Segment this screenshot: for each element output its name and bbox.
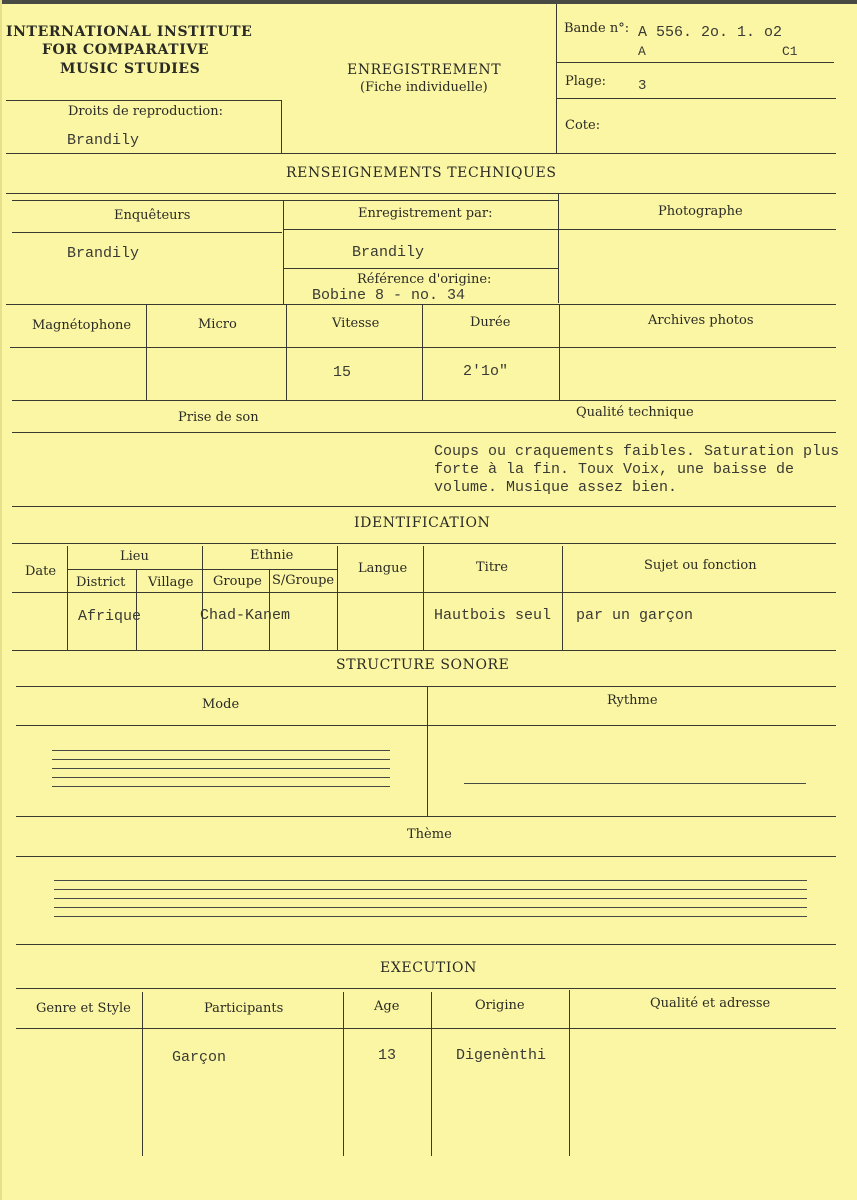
theme-staff-line — [54, 907, 807, 908]
ethnic-label: Ethnie — [250, 548, 294, 563]
quality-label: Qualité technique — [576, 405, 694, 420]
subgroup-label: S/Groupe — [272, 573, 335, 588]
investigators-label: Enquêteurs — [114, 208, 191, 223]
mode-staff-line — [52, 759, 390, 760]
execution-section-title: EXECUTION — [380, 960, 477, 976]
theme-label: Thème — [407, 827, 452, 842]
institute-line2: FOR COMPARATIVE — [42, 42, 210, 58]
rhythm-line — [464, 783, 806, 784]
speed-label: Vitesse — [332, 316, 380, 331]
cote-label: Cote: — [565, 118, 601, 133]
photo-archive-label: Archives photos — [648, 313, 754, 328]
rhythm-label: Rythme — [607, 693, 658, 708]
photographer-label: Photographe — [658, 204, 743, 219]
original-ref-value: Bobine 8 - no. 34 — [312, 287, 466, 304]
theme-staff-line — [54, 889, 807, 890]
date-label: Date — [25, 564, 57, 579]
participants-label: Participants — [204, 1001, 284, 1016]
band-value-sub-a: A — [638, 44, 646, 59]
tape-recorder-label: Magnétophone — [32, 318, 132, 333]
title-value: Hautbois seul — [434, 607, 552, 624]
mode-staff-line — [52, 750, 390, 751]
group-label: Groupe — [213, 574, 262, 589]
institute-line1: INTERNATIONAL INSTITUTE — [6, 24, 253, 40]
band-label: Bande n°: — [564, 21, 630, 36]
theme-staff-line — [54, 880, 807, 881]
place-value: Afrique — [78, 608, 142, 625]
track-label: Plage: — [565, 74, 607, 89]
participants-value: Garçon — [172, 1049, 227, 1066]
age-label: Age — [374, 999, 400, 1014]
investigators-value: Brandily — [67, 245, 140, 262]
duration-label: Durée — [470, 315, 511, 330]
original-ref-label: Référence d'origine: — [357, 272, 492, 287]
quality-address-label: Qualité et adresse — [650, 996, 771, 1011]
mode-staff-line — [52, 768, 390, 769]
form-title: ENREGISTREMENT — [347, 62, 502, 78]
speed-value: 15 — [333, 364, 352, 381]
ethnic-value: Chad-Kanem — [200, 607, 291, 624]
identification-section-title: IDENTIFICATION — [354, 515, 491, 531]
district-label: District — [76, 575, 126, 590]
duration-value: 2'1o" — [463, 363, 509, 380]
subject-label: Sujet ou fonction — [644, 558, 757, 573]
village-label: Village — [148, 575, 194, 590]
place-label: Lieu — [120, 549, 149, 564]
language-label: Langue — [358, 561, 408, 576]
institute-line3: MUSIC STUDIES — [60, 61, 201, 77]
header-divider — [556, 4, 557, 154]
mode-staff-line — [52, 777, 390, 778]
origin-value: Digenènthi — [456, 1047, 547, 1064]
rights-value: Brandily — [67, 132, 140, 149]
genre-label: Genre et Style — [36, 1001, 131, 1016]
recorded-by-label: Enregistrement par: — [358, 206, 493, 221]
structure-section-title: STRUCTURE SONORE — [336, 657, 510, 673]
subject-value: par un garçon — [576, 607, 694, 624]
sound-capture-label: Prise de son — [178, 410, 259, 425]
rights-label: Droits de reproduction: — [68, 104, 224, 119]
track-value: 3 — [638, 78, 647, 94]
quality-value: Coups ou craquements faibles. Saturation plus forte à la fin. Toux Voix, une baisse de volume. Musique assez bien. — [434, 443, 840, 496]
band-value: A 556. 2o. 1. o2 — [638, 24, 783, 41]
band-value-sub-b: C1 — [782, 44, 798, 59]
theme-staff-line — [54, 898, 807, 899]
form-subtitle: (Fiche individuelle) — [360, 80, 488, 95]
technical-section-title: RENSEIGNEMENTS TECHNIQUES — [286, 165, 557, 181]
theme-staff-line — [54, 916, 807, 917]
title-label: Titre — [476, 560, 508, 575]
origin-label: Origine — [475, 998, 525, 1013]
recorded-by-value: Brandily — [352, 244, 425, 261]
micro-label: Micro — [198, 317, 237, 332]
mode-staff-line — [52, 786, 390, 787]
age-value: 13 — [378, 1047, 397, 1064]
mode-label: Mode — [202, 697, 240, 712]
